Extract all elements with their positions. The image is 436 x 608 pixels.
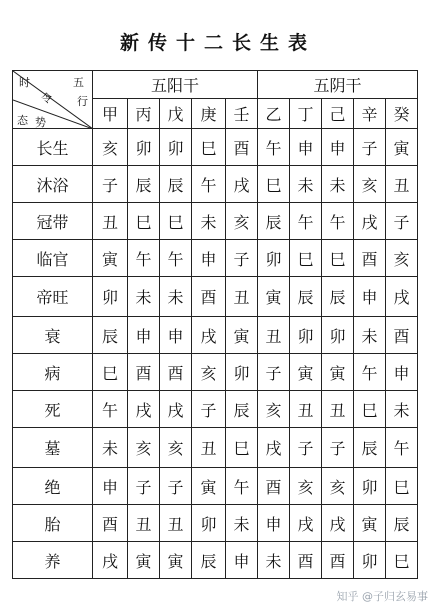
watermark: 知乎 @子归玄易事 [336, 590, 428, 603]
branch-cell: 子 [93, 166, 128, 203]
page-title: 新传十二长生表 [119, 32, 316, 54]
branch-cell: 申 [258, 505, 290, 542]
branch-cell: 巳 [93, 354, 128, 391]
branch-cell: 卯 [322, 317, 354, 354]
branch-cell: 申 [386, 354, 418, 391]
group-yin-header: 五阴干 [258, 71, 418, 99]
branch-cell: 子 [258, 354, 290, 391]
branch-cell: 寅 [128, 542, 160, 579]
stages-body [13, 129, 418, 579]
stem-header-4: 壬 [226, 99, 258, 129]
branch-cell: 亥 [128, 428, 160, 468]
stem-header-5: 乙 [258, 99, 290, 129]
branch-cell: 寅 [386, 129, 418, 166]
table-row [13, 354, 418, 391]
branch-cell: 巳 [226, 428, 258, 468]
branch-cell: 戌 [290, 505, 322, 542]
branch-cell: 酉 [160, 354, 192, 391]
table-row [13, 203, 418, 240]
branch-cell: 子 [226, 240, 258, 277]
table-row [13, 166, 418, 203]
stem-header-0: 甲 [93, 99, 128, 129]
branch-cell: 子 [128, 468, 160, 505]
stage-label: 冠带 [13, 203, 93, 240]
branch-cell: 巳 [354, 391, 386, 428]
branch-cell: 巳 [386, 542, 418, 579]
stem-header-7: 己 [322, 99, 354, 129]
branch-cell: 子 [192, 391, 226, 428]
branch-cell: 寅 [160, 542, 192, 579]
branch-cell: 午 [386, 428, 418, 468]
table-row [13, 240, 418, 277]
branch-cell: 酉 [322, 542, 354, 579]
stem-header-2: 戊 [160, 99, 192, 129]
branch-cell: 卯 [226, 354, 258, 391]
branch-cell: 丑 [386, 166, 418, 203]
branch-cell: 亥 [386, 240, 418, 277]
stage-label: 养 [13, 542, 93, 579]
branch-cell: 寅 [354, 505, 386, 542]
stage-label: 帝旺 [13, 277, 93, 317]
branch-cell: 申 [226, 542, 258, 579]
branch-cell: 申 [322, 129, 354, 166]
branch-cell: 未 [226, 505, 258, 542]
branch-cell: 卯 [290, 317, 322, 354]
twelve-stages-table [12, 70, 418, 579]
branch-cell: 未 [93, 428, 128, 468]
branch-cell: 申 [128, 317, 160, 354]
stage-label: 沐浴 [13, 166, 93, 203]
corner-header-cell [13, 71, 93, 129]
table-row [13, 428, 418, 468]
group-header-row [13, 71, 418, 99]
branch-cell: 申 [160, 317, 192, 354]
branch-cell: 申 [290, 129, 322, 166]
branch-cell: 丑 [192, 428, 226, 468]
stage-label: 绝 [13, 468, 93, 505]
branch-cell: 戌 [354, 203, 386, 240]
branch-cell: 亥 [226, 203, 258, 240]
branch-cell: 午 [258, 129, 290, 166]
branch-cell: 亥 [258, 391, 290, 428]
branch-cell: 戌 [192, 317, 226, 354]
branch-cell: 寅 [93, 240, 128, 277]
branch-cell: 卯 [354, 542, 386, 579]
stage-label: 胎 [13, 505, 93, 542]
branch-cell: 酉 [226, 129, 258, 166]
branch-cell: 未 [290, 166, 322, 203]
branch-cell: 午 [128, 240, 160, 277]
branch-cell: 巳 [258, 166, 290, 203]
stem-header-1: 丙 [128, 99, 160, 129]
stage-label: 长生 [13, 129, 93, 166]
stage-label: 死 [13, 391, 93, 428]
stem-header-3: 庚 [192, 99, 226, 129]
branch-cell: 酉 [386, 317, 418, 354]
branch-cell: 辰 [93, 317, 128, 354]
branch-cell: 子 [354, 129, 386, 166]
branch-cell: 未 [258, 542, 290, 579]
group-yang-header: 五阳干 [93, 71, 258, 99]
branch-cell: 卯 [192, 505, 226, 542]
branch-cell: 戌 [160, 391, 192, 428]
branch-cell: 丑 [226, 277, 258, 317]
branch-cell: 亥 [160, 428, 192, 468]
branch-cell: 辰 [128, 166, 160, 203]
branch-cell: 寅 [290, 354, 322, 391]
branch-cell: 酉 [128, 354, 160, 391]
branch-cell: 辰 [354, 428, 386, 468]
branch-cell: 巳 [322, 240, 354, 277]
branch-cell: 丑 [258, 317, 290, 354]
branch-cell: 酉 [290, 542, 322, 579]
table-row [13, 129, 418, 166]
branch-cell: 丑 [290, 391, 322, 428]
branch-cell: 酉 [354, 240, 386, 277]
branch-cell: 辰 [290, 277, 322, 317]
stage-label: 病 [13, 354, 93, 391]
branch-cell: 酉 [258, 468, 290, 505]
corner-label-wu: 五 [73, 76, 84, 89]
branch-cell: 酉 [93, 505, 128, 542]
branch-cell: 午 [93, 391, 128, 428]
branch-cell: 亥 [322, 468, 354, 505]
branch-cell: 子 [160, 468, 192, 505]
corner-label-tai: 态 [17, 114, 28, 127]
branch-cell: 午 [322, 203, 354, 240]
branch-cell: 卯 [258, 240, 290, 277]
branch-cell: 未 [386, 391, 418, 428]
branch-cell: 申 [93, 468, 128, 505]
branch-cell: 戌 [226, 166, 258, 203]
branch-cell: 卯 [93, 277, 128, 317]
branch-cell: 寅 [226, 317, 258, 354]
stem-header-9: 癸 [386, 99, 418, 129]
branch-cell: 寅 [322, 354, 354, 391]
table-row [13, 468, 418, 505]
branch-cell: 戌 [386, 277, 418, 317]
branch-cell: 丑 [322, 391, 354, 428]
branch-cell: 辰 [386, 505, 418, 542]
table-row [13, 542, 418, 579]
branch-cell: 丑 [160, 505, 192, 542]
branch-cell: 巳 [160, 203, 192, 240]
branch-cell: 丑 [128, 505, 160, 542]
branch-cell: 巳 [290, 240, 322, 277]
branch-cell: 子 [386, 203, 418, 240]
branch-cell: 午 [226, 468, 258, 505]
branch-cell: 酉 [192, 277, 226, 317]
branch-cell: 未 [160, 277, 192, 317]
branch-cell: 卯 [128, 129, 160, 166]
branch-cell: 未 [128, 277, 160, 317]
table-row [13, 317, 418, 354]
branch-cell: 未 [322, 166, 354, 203]
branch-cell: 午 [192, 166, 226, 203]
branch-cell: 亥 [354, 166, 386, 203]
branch-cell: 巳 [386, 468, 418, 505]
corner-label-shi: 时 [19, 76, 30, 89]
branch-cell: 亥 [290, 468, 322, 505]
stage-label: 临官 [13, 240, 93, 277]
branch-cell: 午 [160, 240, 192, 277]
stem-header-6: 丁 [290, 99, 322, 129]
table-row [13, 391, 418, 428]
branch-cell: 戌 [128, 391, 160, 428]
branch-cell: 辰 [258, 203, 290, 240]
branch-cell: 寅 [192, 468, 226, 505]
branch-cell: 辰 [322, 277, 354, 317]
branch-cell: 寅 [258, 277, 290, 317]
branch-cell: 子 [290, 428, 322, 468]
branch-cell: 午 [290, 203, 322, 240]
branch-cell: 卯 [354, 468, 386, 505]
branch-cell: 未 [354, 317, 386, 354]
branch-cell: 申 [354, 277, 386, 317]
branch-cell: 未 [192, 203, 226, 240]
branch-cell: 亥 [192, 354, 226, 391]
branch-cell: 申 [192, 240, 226, 277]
branch-cell: 子 [322, 428, 354, 468]
table-row [13, 277, 418, 317]
branch-cell: 亥 [93, 129, 128, 166]
branch-cell: 丑 [93, 203, 128, 240]
corner-label-xing: 行 [77, 95, 88, 108]
branch-cell: 卯 [160, 129, 192, 166]
corner-label-ling: 令 [41, 92, 52, 105]
branch-cell: 午 [354, 354, 386, 391]
stage-label: 衰 [13, 317, 93, 354]
branch-cell: 辰 [192, 542, 226, 579]
branch-cell: 巳 [192, 129, 226, 166]
branch-cell: 巳 [128, 203, 160, 240]
branch-cell: 戌 [322, 505, 354, 542]
stage-label: 墓 [13, 428, 93, 468]
branch-cell: 辰 [226, 391, 258, 428]
table-row [13, 505, 418, 542]
stem-header-8: 辛 [354, 99, 386, 129]
branch-cell: 戌 [258, 428, 290, 468]
branch-cell: 戌 [93, 542, 128, 579]
branch-cell: 辰 [160, 166, 192, 203]
corner-label-shi2: 势 [35, 116, 46, 129]
